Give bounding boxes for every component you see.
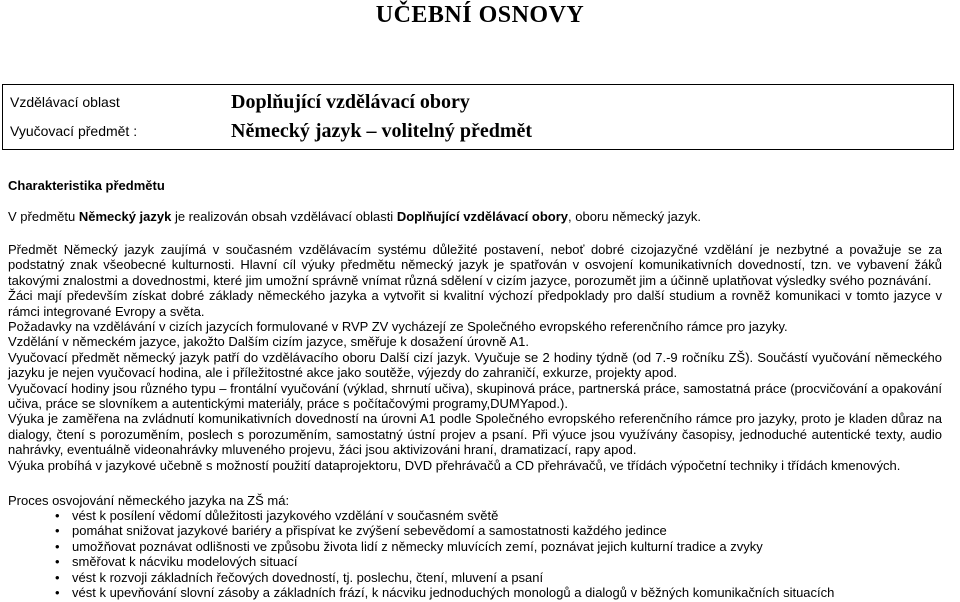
intro-bold-subject: Německý jazyk xyxy=(78,209,172,224)
list-item xyxy=(8,585,942,600)
bullet-icon: • xyxy=(55,523,60,539)
list-item-text: směřovat k nácviku modelových situací xyxy=(72,554,298,570)
subject-value: Německý jazyk – volitelný předmět xyxy=(231,120,533,142)
list-item-text: vést k upevňování slovní zásoby a základních frází, k nácviku jednoduchých monologů a dialogů v běžných komunikačních situacích xyxy=(72,585,835,601)
paragraph: Vzdělání v německém jazyce, jakožto Dalším cizím jazyce, směřuje k dosažení úrovně A1. xyxy=(8,334,529,350)
process-list xyxy=(8,508,942,600)
list-item-text: umožňovat poznávat odlišnosti ve způsobu života lidí z německy mluvících zemí, poznávat jejich kulturní tradice a zvyky xyxy=(72,538,763,554)
intro-text-3: , oboru německý jazyk. xyxy=(568,209,701,224)
area-value: Doplňující vzdělávací obory xyxy=(231,91,470,113)
list-item-text: vést k rozvoji základních řečových dovedností, tj. poslechu, čtení, mluvení a psaní xyxy=(72,569,544,585)
subject-label: Vyučovací předmět : xyxy=(10,123,138,139)
characteristics-text xyxy=(8,242,942,473)
paragraph: Vyučovací předmět německý jazyk patří do vzdělávacího oboru Další cizí jazyk. Vyučuje se 2 hodiny týdně (od 7.-9 ročníku ZŠ). Součástí vyučování německého jazyku je nejen vyučovací hodina, ale i příležitostné akce jako soutěže, výjezdy do zahraničí, exkurze, projekty apod. xyxy=(8,349,942,381)
paragraph: Vyučovací hodiny jsou různého typu – frontální vyučování (výklad, shrnutí učiva), skupinová práce, partnerská práce, samostatná práce (procvičování a opakování učiva, práce se slovníkem a autentickými materiály, práce s počítačovými programy,DUMYapod.). xyxy=(8,380,942,412)
process-heading: Proces osvojování německého jazyka na ZŠ má: xyxy=(8,493,290,508)
paragraph: Předmět Německý jazyk zaujímá v současném vzdělávacím systému důležité postavení, neboť dobré cizojazyčné vzdělání je nezbytné a považuje se za podstatný znak všeobecné kulturnosti. Hlavní cíl výuky předmětu německý jazyk je spatřován v osvojení komunikativních dovedností, tzn. ve vybavení žáků takovými znalostmi a dovednostmi, které jim umožní správně vnímat různá sdělení v cizím jazyce, porozumět jim a účinně uplatňovat výsledky svého poznávání. xyxy=(8,242,942,288)
list-item-text: vést k posílení vědomí důležitosti jazykového vzdělání v současném světě xyxy=(72,508,499,523)
bullet-icon: • xyxy=(55,538,60,554)
list-item xyxy=(8,539,942,554)
list-item xyxy=(8,508,942,523)
paragraph: Požadavky na vzdělávání v cizích jazycích formulované v RVP ZV vycházejí ze Společného evropského referenčního rámce pro jazyky. xyxy=(8,319,788,335)
paragraph: Žáci mají především získat dobré základy německého jazyka a vytvořit si kvalitní výchozí předpoklady pro další studium a rovněž komunikaci v tomto jazyce v rámci integrované Evropy a světa. xyxy=(8,288,942,319)
list-item-text: pomáhat snižovat jazykové bariéry a přispívat ke zvýšení sebevědomí a samostatnosti každého jedince xyxy=(72,523,667,539)
list-item xyxy=(8,523,942,538)
section-heading: Charakteristika předmětu xyxy=(8,178,165,193)
bullet-icon: • xyxy=(55,508,60,523)
intro-bold-area: Doplňující vzdělávací obory xyxy=(396,209,569,224)
intro-text-1: V předmětu xyxy=(8,209,79,224)
bullet-icon: • xyxy=(55,585,60,601)
list-item xyxy=(8,554,942,569)
subject-info-box xyxy=(2,84,954,150)
paragraph: Výuka probíhá v jazykové učebně s možností použití dataprojektoru, DVD přehrávačů a CD přehrávačů, ve třídách výpočetní techniky i třídách kmenových. xyxy=(8,457,901,473)
bullet-icon: • xyxy=(55,569,60,585)
page-title: UČEBNÍ OSNOVY xyxy=(375,2,585,28)
intro-text-2: je realizován obsah vzdělávací oblasti xyxy=(171,209,397,224)
paragraph: Výuka je zaměřena na zvládnutí komunikativních dovedností na úrovni A1 podle Společného evropského referenčního rámce pro jazyky, proto je kladen důraz na dialogy, čtení s porozuměním, poslech s porozuměním, samostatný ústní projev a psaní. Při výuce jsou využívány časopisy, jednoduché autentické texty, audio nahrávky, eventuálně videonahrávky mluveného projevu, žáci jsou aktivizováni hraní, dramatizací, rapy apod. xyxy=(8,411,942,458)
area-label: Vzdělávací oblast xyxy=(10,94,120,110)
list-item xyxy=(8,570,942,585)
intro-paragraph xyxy=(8,209,942,224)
bullet-icon: • xyxy=(55,554,60,570)
